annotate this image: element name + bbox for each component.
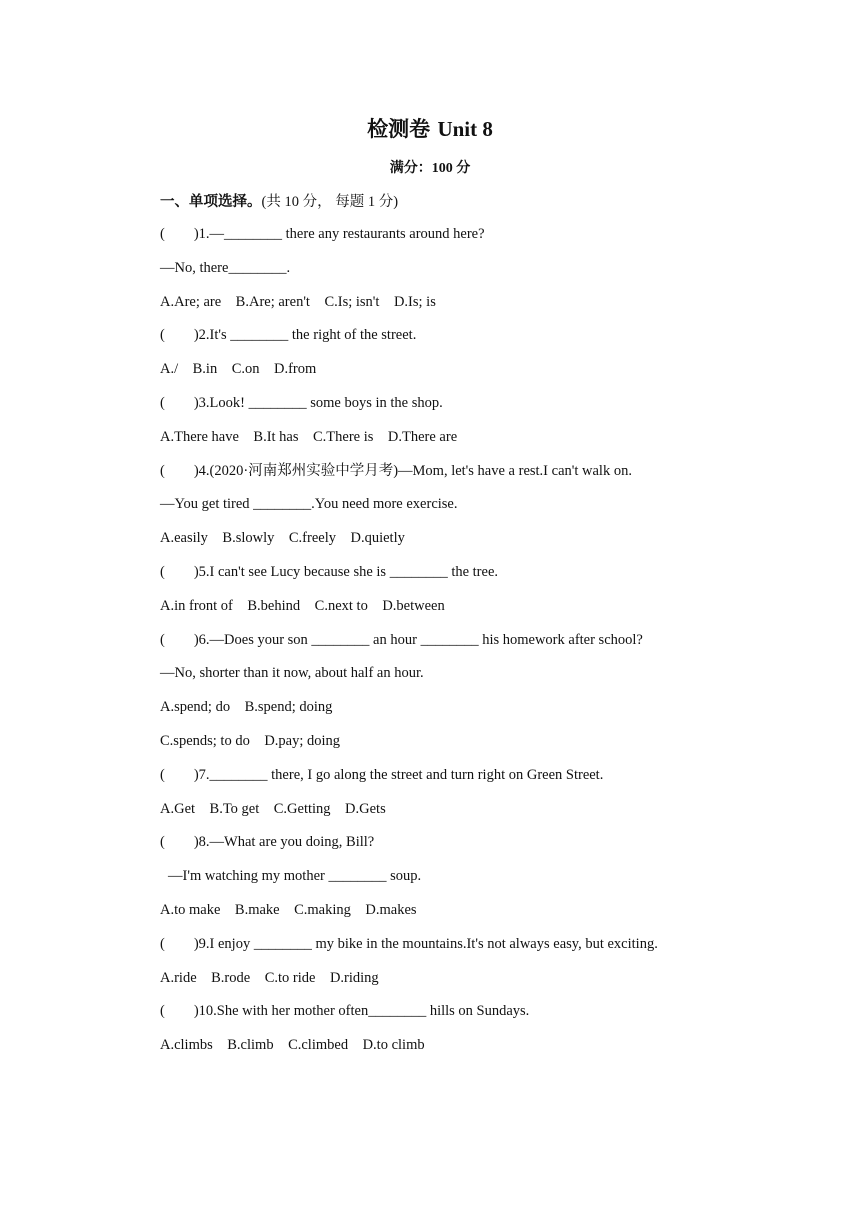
question-line: ( )9.I enjoy ________ my bike in the mountains.It's not always easy, but exciting. [160, 935, 658, 952]
title-chinese: 检测卷 [367, 116, 431, 141]
title-unit: Unit 8 [437, 117, 493, 141]
question-line: A.There have B.It has C.There is D.There are [160, 428, 458, 445]
section-note: (共 10 分， 每题 1 分) [261, 194, 399, 210]
question-line: A.in front of B.behind C.next to D.between [160, 597, 445, 614]
question-line: —No, shorter than it now, about half an hour. [160, 665, 424, 682]
question-line: A.spend; do B.spend; doing [160, 699, 333, 716]
question-line: ( )6.—Does your son ________ an hour ________ his homework after school? [160, 631, 643, 648]
question-line: —No, there________. [160, 259, 291, 276]
section-heading [160, 190, 398, 211]
question-line: ( )1.—________ there any restaurants around here? [160, 226, 485, 242]
question-line: ( )4.(2020·河南郑州实验中学月考)—Mom, let's have a rest.I can't walk on. [160, 462, 632, 479]
question-line: A.easily B.slowly C.freely D.quietly [160, 530, 405, 547]
question-line: ( )5.I can't see Lucy because she is ________ the tree. [160, 563, 499, 580]
page-title [0, 113, 860, 143]
question-line: ( )10.She with her mother often________ hills on Sundays. [160, 1003, 530, 1020]
full-score: 满分：100 分 [389, 161, 471, 176]
question-line: A.Get B.To get C.Getting D.Gets [160, 800, 386, 817]
section-title: 一、单项选择。 [160, 194, 262, 210]
question-line: A.ride B.rode C.to ride D.riding [160, 969, 379, 986]
question-line: ( )7.________ there, I go along the street and turn right on Green Street. [160, 766, 604, 783]
question-line: ( )8.—What are you doing, Bill? [160, 834, 375, 851]
question-line: —I'm watching my mother ________ soup. [168, 868, 422, 885]
question-line: ( )2.It's ________ the right of the street. [160, 327, 417, 344]
question-line: A.Are; are B.Are; aren't C.Is; isn't D.Is; is [160, 293, 436, 310]
question-line: ( )3.Look! ________ some boys in the shop. [160, 394, 443, 411]
question-list [160, 224, 658, 1069]
question-line: —You get tired ________.You need more exercise. [160, 496, 458, 513]
question-line: A.climbs B.climb C.climbed D.to climb [160, 1037, 425, 1054]
question-line: A./ B.in C.on D.from [160, 361, 317, 378]
question-line: A.to make B.make C.making D.makes [160, 901, 417, 918]
question-line: C.spends; to do D.pay; doing [160, 732, 341, 749]
